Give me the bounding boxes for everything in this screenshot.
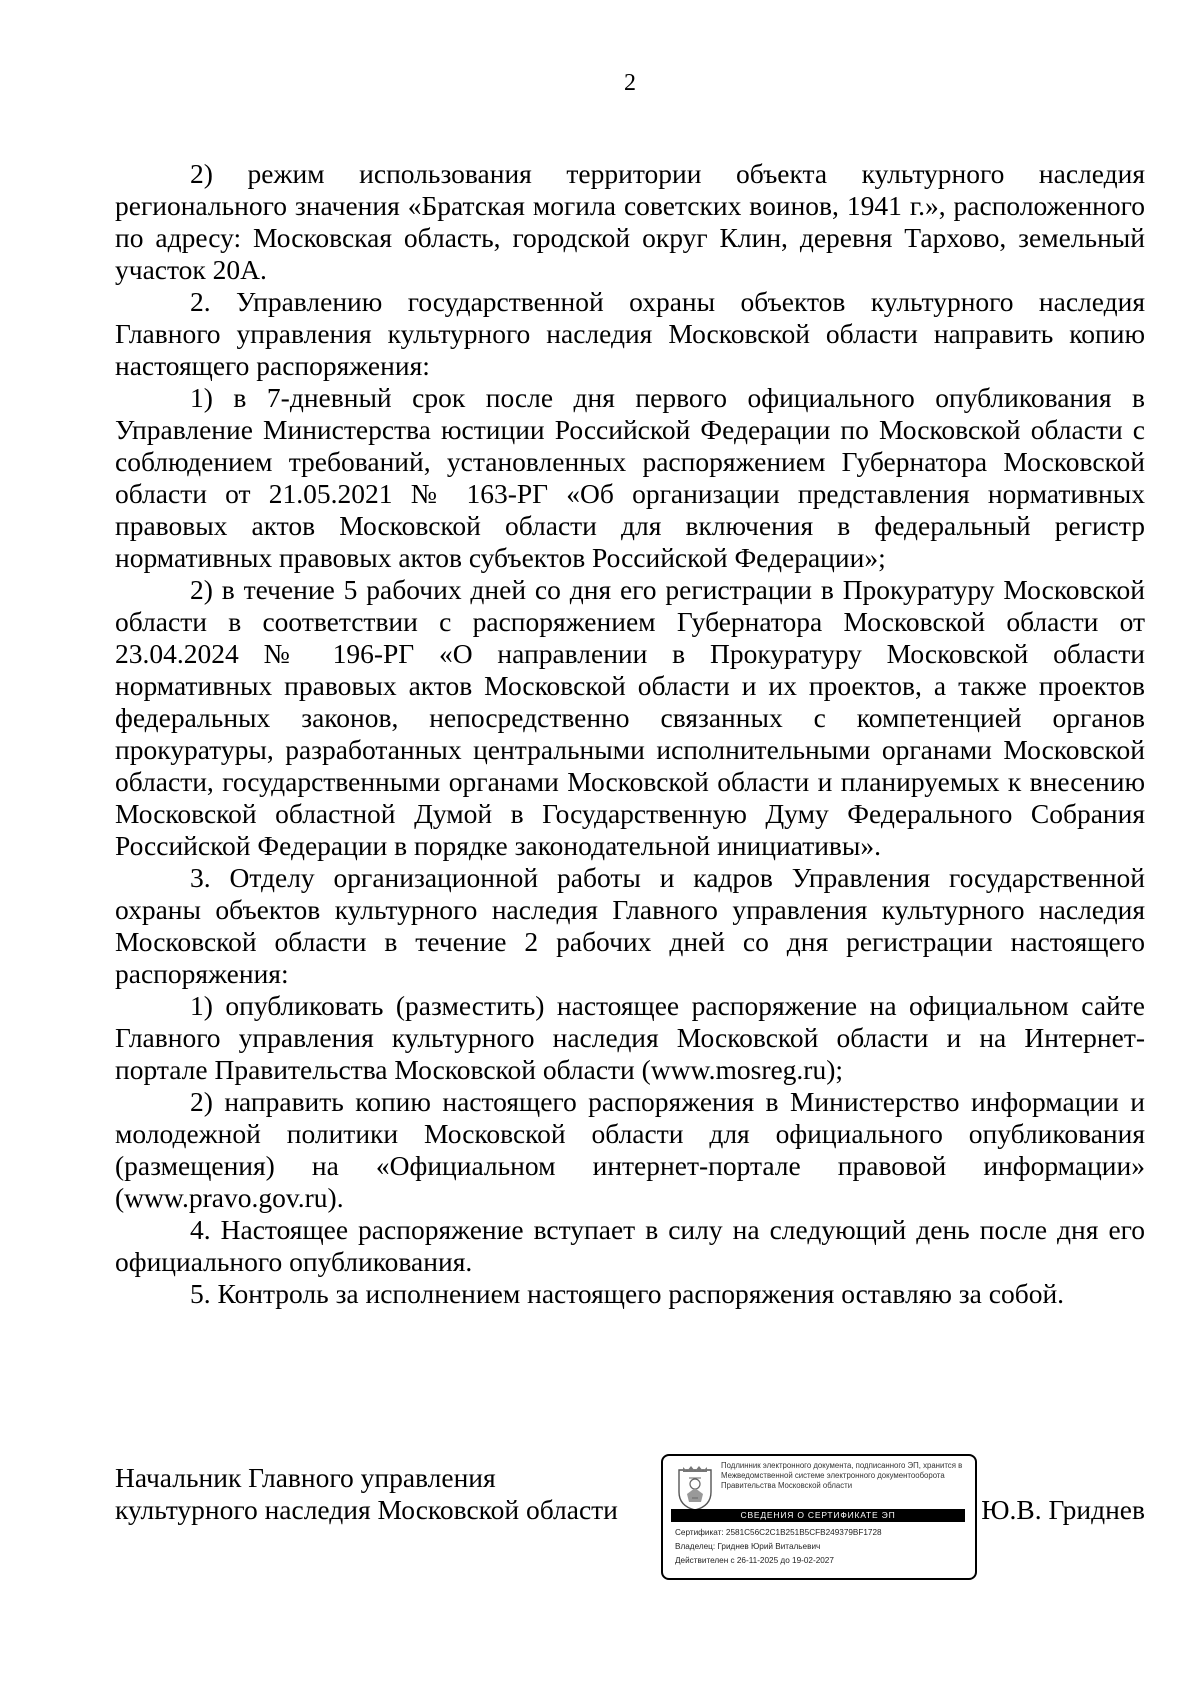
certificate-row [675,1526,965,1540]
paragraph-item-3-1: 1) опубликовать (разместить) настоящее распоряжение на официальном сайте Главного управления культурного наследия Московской области и на Интернет-портале Правительства Московской области (www.mosreg.ru); [115,990,1145,1085]
owner-label: Владелец: [675,1542,716,1551]
page-number: 2 [624,70,636,96]
paragraph-heritage-regime: 2) режим использования территории объекта культурного наследия регионального значения «Братская могила советских воинов, 1941 г.», расположенного по адресу: Московская область, городской округ Клин, деревня Тархово, земельный участок 20А. [115,158,1145,285]
certificate-label: Сертификат: [675,1528,724,1537]
paragraph-item-5: 5. Контроль за исполнением настоящего распоряжения оставляю за собой. [190,1278,1065,1309]
signer-position [115,1462,618,1526]
certificate-info-header: СВЕДЕНИЯ О СЕРТИФИКАТЕ ЭП [671,1509,965,1522]
signer-position-line-1: Начальник Главного управления [115,1462,496,1493]
stamp-note: Подлинник электронного документа, подписанного ЭП, хранится в Межведомственной системе электронного документооборота Правительства Московской области [721,1461,963,1490]
moscow-oblast-coat-of-arms-icon [675,1464,715,1512]
paragraph-item-2-2: 2) в течение 5 рабочих дней со дня его регистрации в Прокуратуру Московской области в соответствии с распоряжением Губернатора Московской области от 23.04.2024 № 196-РГ «О направлении в Прокуратуру Московской области нормативных правовых актов Московской области и их проектов, а также проектов федеральных законов, непосредственно связанных с компетенцией органов прокуратуры, разработанных центральными исполнительными органами Московской области, государственными органами Московской области и планируемых к внесению Московской областной Думой в Государственную Думу Федерального Собрания Российской Федерации в порядке законодательной инициативы». [115,574,1145,861]
certificate-value: 2581C56C2C1B251B5CFB249379BF1728 [725,1528,882,1537]
validity-value: Действителен с 26-11-2025 до 19-02-2027 [675,1556,834,1565]
certificate-details [675,1526,965,1568]
signature-block [115,1462,1145,1587]
signer-name: Ю.В. Гриднев [981,1494,1145,1525]
signer-position-line-2: культурного наследия Московской области [115,1494,618,1525]
document-body [115,158,1145,1310]
owner-row [675,1540,965,1554]
paragraph-item-3: 3. Отделу организационной работы и кадров Управления государственной охраны объектов культурного наследия Главного управления культурного наследия Московской области в течение 2 рабочих дней со дня регистрации настоящего распоряжения: [115,862,1145,989]
paragraph-item-2: 2. Управлению государственной охраны объектов культурного наследия Главного управления культурного наследия Московской области направить копию настоящего распоряжения: [115,286,1145,381]
validity-row [675,1554,965,1568]
owner-value: Гриднев Юрий Витальевич [717,1542,821,1551]
paragraph-item-2-1: 1) в 7-дневный срок после дня первого официального опубликования в Управление Министерства юстиции Российской Федерации по Московской области с соблюдением требований, установленных распоряжением Губернатора Московской области от 21.05.2021 № 163-РГ «Об организации представления нормативных правовых актов Московской области для включения в федеральный регистр нормативных правовых актов субъектов Российской Федерации»; [115,382,1145,573]
electronic-signature-stamp [661,1454,977,1580]
paragraph-item-4: 4. Настоящее распоряжение вступает в силу на следующий день после дня его официального опубликования. [115,1214,1145,1277]
paragraph-item-3-2: 2) направить копию настоящего распоряжения в Министерство информации и молодежной политики Московской области для официального опубликования (размещения) на «Официальном интернет-портале правовой информации» (www.pravo.gov.ru). [115,1086,1145,1213]
